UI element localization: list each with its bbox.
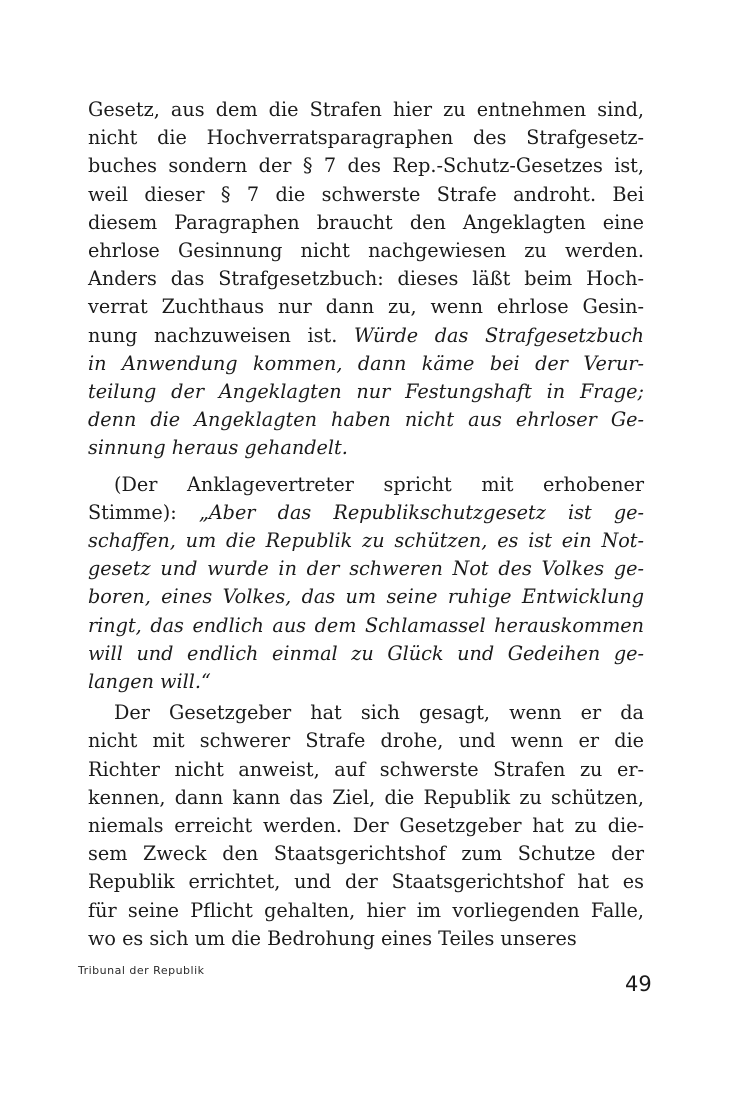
text-line bbox=[88, 699, 644, 727]
text-line bbox=[88, 668, 644, 696]
text-line bbox=[88, 784, 644, 812]
text-run: Anders das Strafgesetzbuch: dieses läßt beim Hoch- bbox=[88, 267, 644, 291]
text-run: Gesetz, aus dem die Strafen hier zu entnehmen sind, bbox=[88, 98, 644, 121]
text-run: nicht die Hochverratsparagraphen des Strafgesetz- bbox=[88, 126, 644, 150]
text-line bbox=[88, 96, 644, 124]
text-run: nicht mit schwerer Strafe drohe, und wenn er die bbox=[88, 729, 644, 753]
paragraph-1 bbox=[88, 96, 644, 463]
italic-text: ringt, das endlich aus dem Schlamassel herauskommen bbox=[88, 613, 644, 637]
paragraph-2-prosecutor-quote bbox=[88, 471, 644, 697]
text-line bbox=[88, 756, 644, 784]
text-run: Der Gesetzgeber hat sich gesagt, wenn er da bbox=[114, 701, 644, 725]
text-run: Republik errichtet, und der Staatsgerichtshof hat es bbox=[88, 870, 644, 894]
text-run: nung nachzuweisen ist. bbox=[88, 323, 354, 347]
text-line bbox=[88, 499, 644, 527]
page-number: 49 bbox=[625, 972, 652, 996]
text-run: diesem Paragraphen braucht den Angeklagten eine bbox=[88, 210, 644, 234]
text-line bbox=[88, 181, 644, 209]
text-line bbox=[88, 322, 644, 350]
text-run: sem Zweck den Staatsgerichtshof zum Schutze der bbox=[88, 842, 644, 866]
italic-text: sinnung heraus gehandelt. bbox=[88, 436, 348, 460]
italic-text: boren, eines Volkes, das um seine ruhige Entwicklung bbox=[88, 585, 644, 609]
text-line bbox=[88, 812, 644, 840]
text-line bbox=[88, 406, 644, 434]
text-run: wo es sich um die Bedrohung eines Teiles unseres bbox=[88, 926, 577, 950]
italic-text: in Anwendung kommen, dann käme bei der Verur- bbox=[88, 351, 644, 375]
text-run: für seine Pflicht gehalten, hier im vorliegenden Falle, bbox=[88, 898, 644, 922]
text-line bbox=[88, 209, 644, 237]
text-run: verrat Zuchthaus nur dann zu, wenn ehrlose Gesin- bbox=[88, 295, 644, 319]
text-line bbox=[88, 612, 644, 640]
text-line bbox=[88, 434, 644, 462]
paragraph-3 bbox=[88, 699, 644, 953]
text-line bbox=[88, 350, 644, 378]
text-run: (Der Anklagevertreter spricht mit erhobener bbox=[114, 472, 644, 496]
text-line bbox=[88, 555, 644, 583]
text-run: niemals erreicht werden. Der Gesetzgeber hat zu die- bbox=[88, 814, 644, 838]
page-body bbox=[88, 96, 644, 953]
text-line bbox=[88, 897, 644, 925]
italic-text: langen will.“ bbox=[88, 670, 211, 694]
text-line bbox=[88, 152, 644, 180]
paragraph-gap bbox=[88, 463, 644, 471]
text-line bbox=[88, 378, 644, 406]
text-line bbox=[88, 925, 644, 953]
text-line bbox=[88, 527, 644, 555]
text-line bbox=[88, 840, 644, 868]
text-run: Stimme): bbox=[88, 500, 199, 524]
text-line bbox=[88, 124, 644, 152]
text-run: kennen, dann kann das Ziel, die Republik zu schützen, bbox=[88, 785, 644, 809]
text-run: Richter nicht anweist, auf schwerste Strafen zu er- bbox=[88, 757, 644, 781]
text-line bbox=[88, 727, 644, 755]
text-line bbox=[88, 471, 644, 499]
text-line bbox=[88, 237, 644, 265]
text-line bbox=[88, 868, 644, 896]
italic-text: teilung der Angeklagten nur Festungshaft in Frage; bbox=[88, 380, 644, 404]
italic-text: „Aber das Republikschutzgesetz ist ge- bbox=[198, 500, 644, 524]
text-line bbox=[88, 293, 644, 321]
text-line bbox=[88, 265, 644, 293]
text-run: weil dieser § 7 die schwerste Strafe androht. Bei bbox=[88, 182, 644, 206]
text-run: buches sondern der § 7 des Rep.-Schutz-Gesetzes ist, bbox=[88, 154, 644, 178]
text-line bbox=[88, 640, 644, 668]
italic-text: Würde das Strafgesetzbuch bbox=[354, 323, 644, 347]
footer-signature: Tribunal der Republik bbox=[78, 964, 205, 977]
italic-text: will und endlich einmal zu Glück und Gedeihen ge- bbox=[88, 641, 644, 665]
text-line bbox=[88, 583, 644, 611]
italic-text: schaffen, um die Republik zu schützen, es ist ein Not- bbox=[88, 529, 644, 553]
italic-text: denn die Angeklagten haben nicht aus ehrloser Ge- bbox=[88, 408, 644, 432]
italic-text: gesetz und wurde in der schweren Not des Volkes ge- bbox=[88, 557, 644, 581]
text-run: ehrlose Gesinnung nicht nachgewiesen zu werden. bbox=[88, 239, 644, 263]
